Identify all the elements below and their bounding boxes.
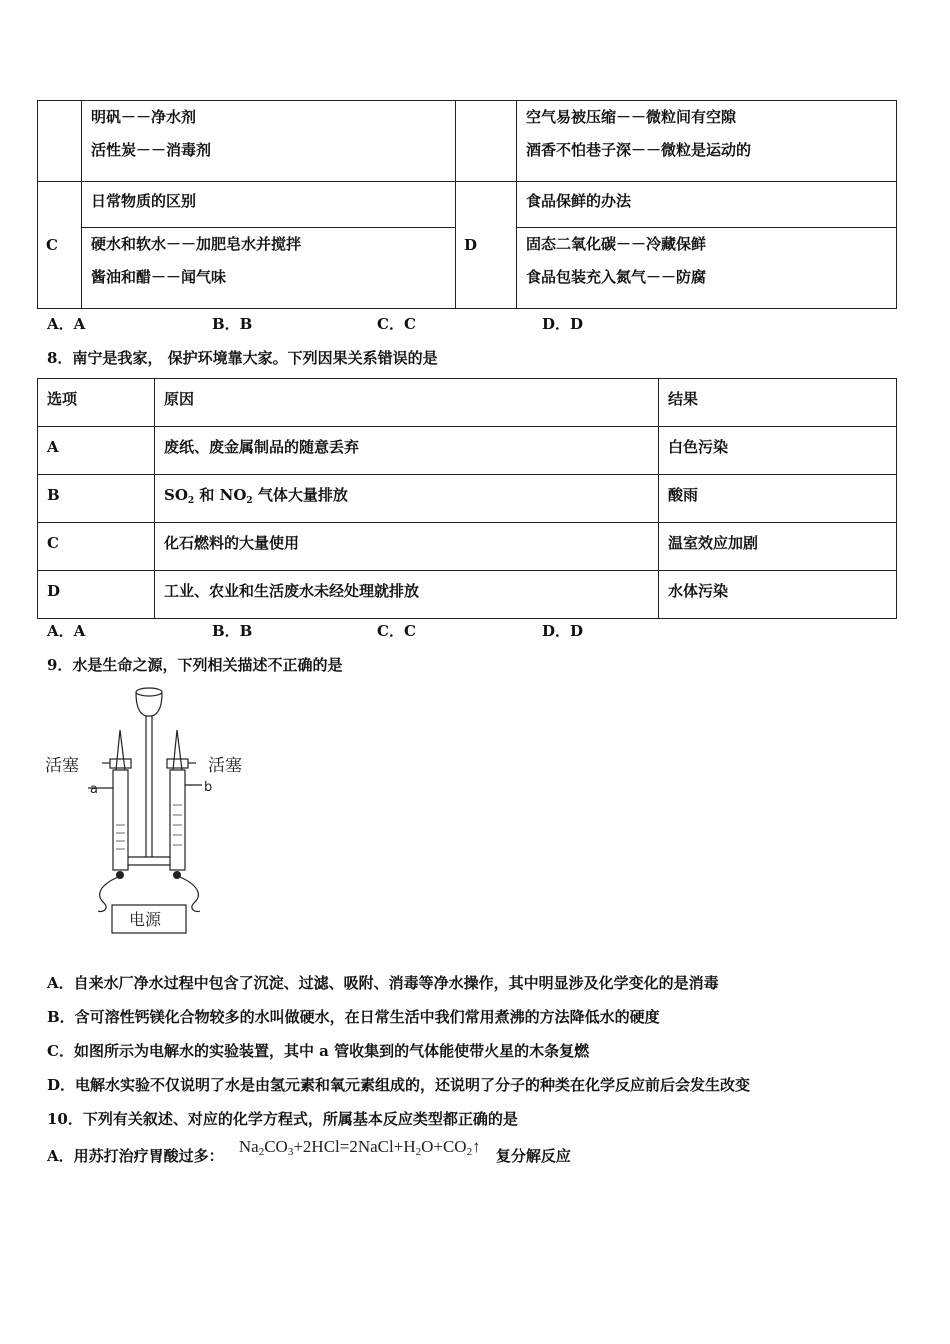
q10-option-a-prefix: A．用苏打治疗胃酸过多：	[47, 1147, 224, 1165]
q9-option-c[interactable]: C．如图所示为电解水的实验装置，其中 a 管收集到的气体能使带火星的木条复燃	[47, 1042, 590, 1060]
q9-option-a[interactable]: A．自来水厂净水过程中包含了沉淀、过滤、吸附、消毒等净水操作，其中明显涉及化学变化的是消毒	[47, 974, 719, 992]
table-row	[38, 571, 897, 619]
q8-row-a-opt: A	[47, 438, 59, 456]
q7-row1-right-2: 酒香不怕巷子深－－微粒是运动的	[526, 141, 752, 159]
q7-d-label: D	[456, 182, 517, 309]
q9-option-d[interactable]: D．电解水实验不仅说明了水是由氢元素和氧元素组成的，还说明了分子的种类在化学反应前后会发生改变	[47, 1076, 751, 1094]
q7-c-item-2: 酱油和醋－－闻气味	[91, 268, 227, 286]
table-row	[38, 427, 897, 475]
tube-a-label: a	[90, 782, 98, 797]
q8-option-c[interactable]: C．C	[377, 622, 416, 640]
q7-d-item-1: 固态二氧化碳－－冷藏保鲜	[526, 235, 707, 253]
q9-option-b[interactable]: B．含可溶性钙镁化合物较多的水叫做硬水，在日常生活中我们常用煮沸的方法降低水的硬度	[47, 1008, 660, 1026]
q8-option-d[interactable]: D．D	[542, 622, 584, 640]
q7-option-a[interactable]: A．A	[47, 315, 86, 333]
q8-row-d-cause: 工业、农业和生活废水未经处理就排放	[164, 582, 420, 600]
q8-table	[37, 378, 897, 619]
q7-option-c[interactable]: C．C	[377, 315, 416, 333]
q8-option-a[interactable]: A．A	[47, 622, 86, 640]
q7-c-label: C	[38, 182, 82, 309]
tube-b-label: b	[204, 780, 213, 795]
q8-option-b[interactable]: B．B	[212, 622, 253, 640]
q8-title: 8．南宁是我家， 保护环境靠大家。下列因果关系错误的是	[47, 349, 438, 367]
q8-row-b-opt: B	[47, 486, 60, 504]
electrolysis-apparatus-figure	[40, 685, 260, 940]
q8-row-b-result: 酸雨	[668, 486, 699, 504]
q7-option-b[interactable]: B．B	[212, 315, 253, 333]
q8-row-c-cause: 化石燃料的大量使用	[164, 534, 300, 552]
q7-c-title: 日常物质的区别	[91, 192, 197, 210]
q10-option-a[interactable]	[47, 1137, 571, 1167]
q8-row-c-opt: C	[47, 534, 59, 552]
q7-table	[37, 100, 897, 309]
q8-row-b-cause: $SO_2$ 和 $NO_2$ 气体大量排放	[164, 486, 348, 506]
q8-row-a-cause: 废纸、废金属制品的随意丢弃	[164, 438, 360, 456]
q8-row-d-opt: D	[47, 582, 61, 600]
q8-options	[47, 620, 707, 641]
q7-d-item-2: 食品包装充入氮气－－防腐	[526, 268, 707, 286]
stopcock-left-label: 活塞	[45, 756, 79, 776]
q7-row1-right-1: 空气易被压缩－－微粒间有空隙	[526, 108, 737, 126]
q9-title: 9．水是生命之源，下列相关描述不正确的是	[47, 656, 343, 674]
q7-option-d[interactable]: D．D	[542, 315, 584, 333]
q7-d-title: 食品保鲜的办法	[526, 192, 632, 210]
q7-c-item-1: 硬水和软水－－加肥皂水并搅拌	[91, 235, 302, 253]
power-supply-label: 电源	[129, 910, 162, 929]
q7-row1-left-1: 明矾－－净水剂	[91, 108, 197, 126]
q8-row-c-result: 温室效应加剧	[668, 534, 759, 552]
q8-header-result: 结果	[668, 390, 699, 408]
q8-header-cause: 原因	[164, 390, 195, 408]
q10-title: 10．下列有关叙述、对应的化学方程式，所属基本反应类型都正确的是	[47, 1110, 518, 1128]
stopcock-right-label: 活塞	[208, 756, 242, 776]
q8-row-d-result: 水体污染	[668, 582, 729, 600]
table-row	[38, 523, 897, 571]
q7-options	[47, 313, 707, 334]
q8-row-a-result: 白色污染	[668, 438, 729, 456]
table-row	[38, 475, 897, 523]
q8-header-option: 选项	[47, 390, 78, 408]
q10-option-a-type: 复分解反应	[495, 1147, 571, 1165]
q10-option-a-equation: $Na_2CO_3+2HCl=2NaCl+H_2O+CO_2↑$	[238, 1137, 481, 1158]
q7-row1-left-2: 活性炭－－消毒剂	[91, 141, 212, 159]
